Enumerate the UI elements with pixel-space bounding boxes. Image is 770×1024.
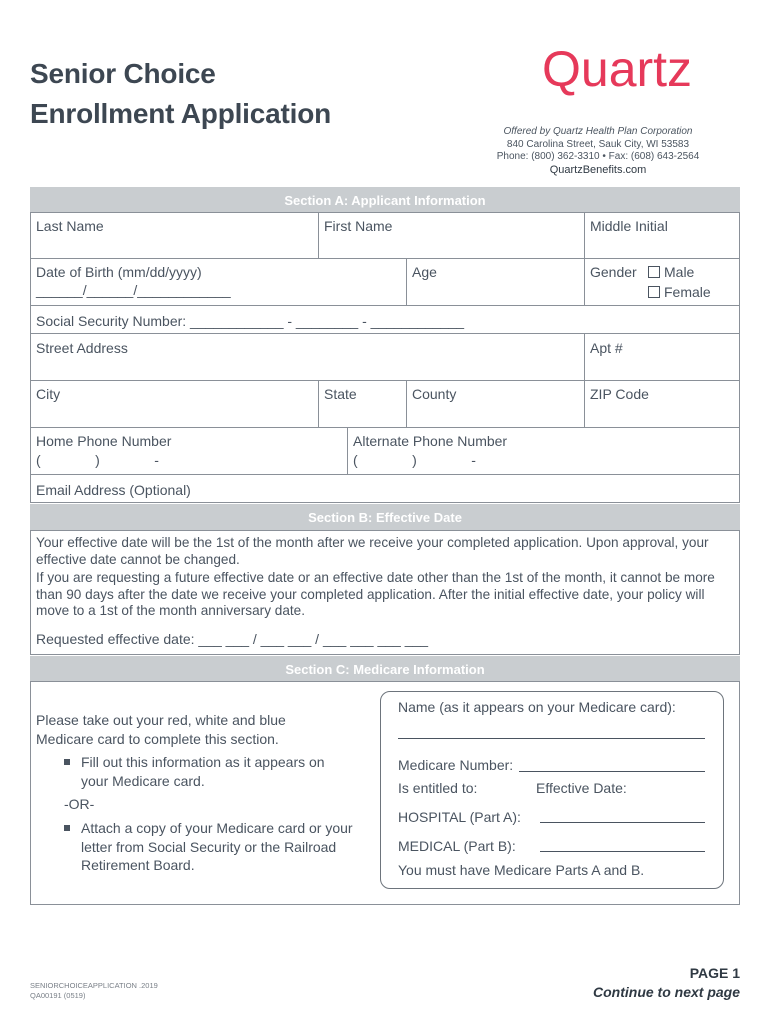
medical-date-line[interactable] [540,851,705,852]
first-name-field[interactable]: First Name [324,218,393,234]
form-code: QA00191 (0519) [30,991,86,1000]
or-separator: -OR- [64,796,95,812]
must-have-note: You must have Medicare Parts A and B. [398,862,645,878]
section-b-header: Section B: Effective Date [30,504,740,530]
dob-label: Date of Birth (mm/dd/yyyy) [36,264,202,280]
ssn-field[interactable]: Social Security Number: ____________ - ________ - ____________ [36,313,465,329]
page-title-line1: Senior Choice [30,58,216,89]
middle-initial-field[interactable]: Middle Initial [590,218,668,234]
effective-date-para1: Your effective date will be the 1st of the month after we receive your completed application. Upon approval, your effective date cannot be changed. [36,535,709,567]
bullet-fill-out: Fill out this information as it appears on your Medicare card. [64,753,354,790]
bullet-attach-copy: Attach a copy of your Medicare card or your letter from Social Security or the Railroad Retirement Board. [64,819,354,875]
male-checkbox[interactable]: Male [648,264,694,280]
effective-date-label: Effective Date: [536,780,627,796]
medical-part-b-label: MEDICAL (Part B): [398,838,516,854]
county-field[interactable]: County [412,386,457,402]
requested-effective-date-field[interactable]: Requested effective date: ___ ___ / ___ ___ / ___ ___ ___ ___ [36,631,429,647]
medicare-name-label: Name (as it appears on your Medicare card): [398,699,676,715]
effective-date-para2: If you are requesting a future effective date or an effective date other than the 1st of the month, it cannot be more than 90 days after the date we receive your completed application. After the initial effective date, your policy will move to a 1st of the month anniversary date. [36,570,715,618]
medicare-number-label: Medicare Number: [398,757,514,773]
checkbox-icon[interactable] [648,286,660,298]
gender-label: Gender [590,264,637,280]
plan-address: 840 Carolina Street, Sauk City, WI 53583 [506,138,690,150]
page-number: PAGE 1 [689,965,740,981]
last-name-field[interactable]: Last Name [36,218,104,234]
medicare-intro: Please take out your red, white and blue Medicare card to complete this section. [36,712,286,747]
medicare-number-line[interactable] [519,771,705,772]
email-field[interactable]: Email Address (Optional) [36,482,191,498]
alt-phone-label: Alternate Phone Number [353,433,508,449]
zip-field[interactable]: ZIP Code [590,386,649,402]
bullet-square-icon [64,759,70,765]
street-address-field[interactable]: Street Address [36,340,128,356]
hospital-part-a-label: HOSPITAL (Part A): [398,809,521,825]
continue-note: Continue to next page [593,984,740,1000]
offered-by: Offered by Quartz Health Plan Corporation [503,126,693,137]
plan-contact-block [468,126,728,176]
plan-phone-fax: Phone: (800) 362-3310 • Fax: (608) 643-2564 [496,151,700,162]
apt-field[interactable]: Apt # [590,340,623,356]
home-phone-label: Home Phone Number [36,433,172,449]
entitled-label: Is entitled to: [398,780,478,796]
section-c-header: Section C: Medicare Information [30,656,740,681]
alt-phone-field[interactable]: ( ) - [353,452,476,468]
form-id: SENIORCHOICEAPPLICATION .2019 [30,981,158,990]
logo-text: Quartz [542,41,693,97]
dob-field[interactable]: ______/______/____________ [36,282,231,298]
medicare-name-line[interactable] [398,738,705,739]
female-checkbox[interactable]: Female [648,284,711,300]
home-phone-field[interactable]: ( ) - [36,452,159,468]
page-title-line2: Enrollment Application [30,98,332,129]
quartz-logo [542,40,728,104]
plan-website[interactable]: QuartzBenefits.com [549,163,647,176]
bullet-square-icon [64,825,70,831]
city-field[interactable]: City [36,386,61,402]
section-a-header: Section A: Applicant Information [30,187,740,212]
age-field[interactable]: Age [412,264,437,280]
hospital-date-line[interactable] [540,822,705,823]
state-field[interactable]: State [324,386,357,402]
checkbox-icon[interactable] [648,266,660,278]
